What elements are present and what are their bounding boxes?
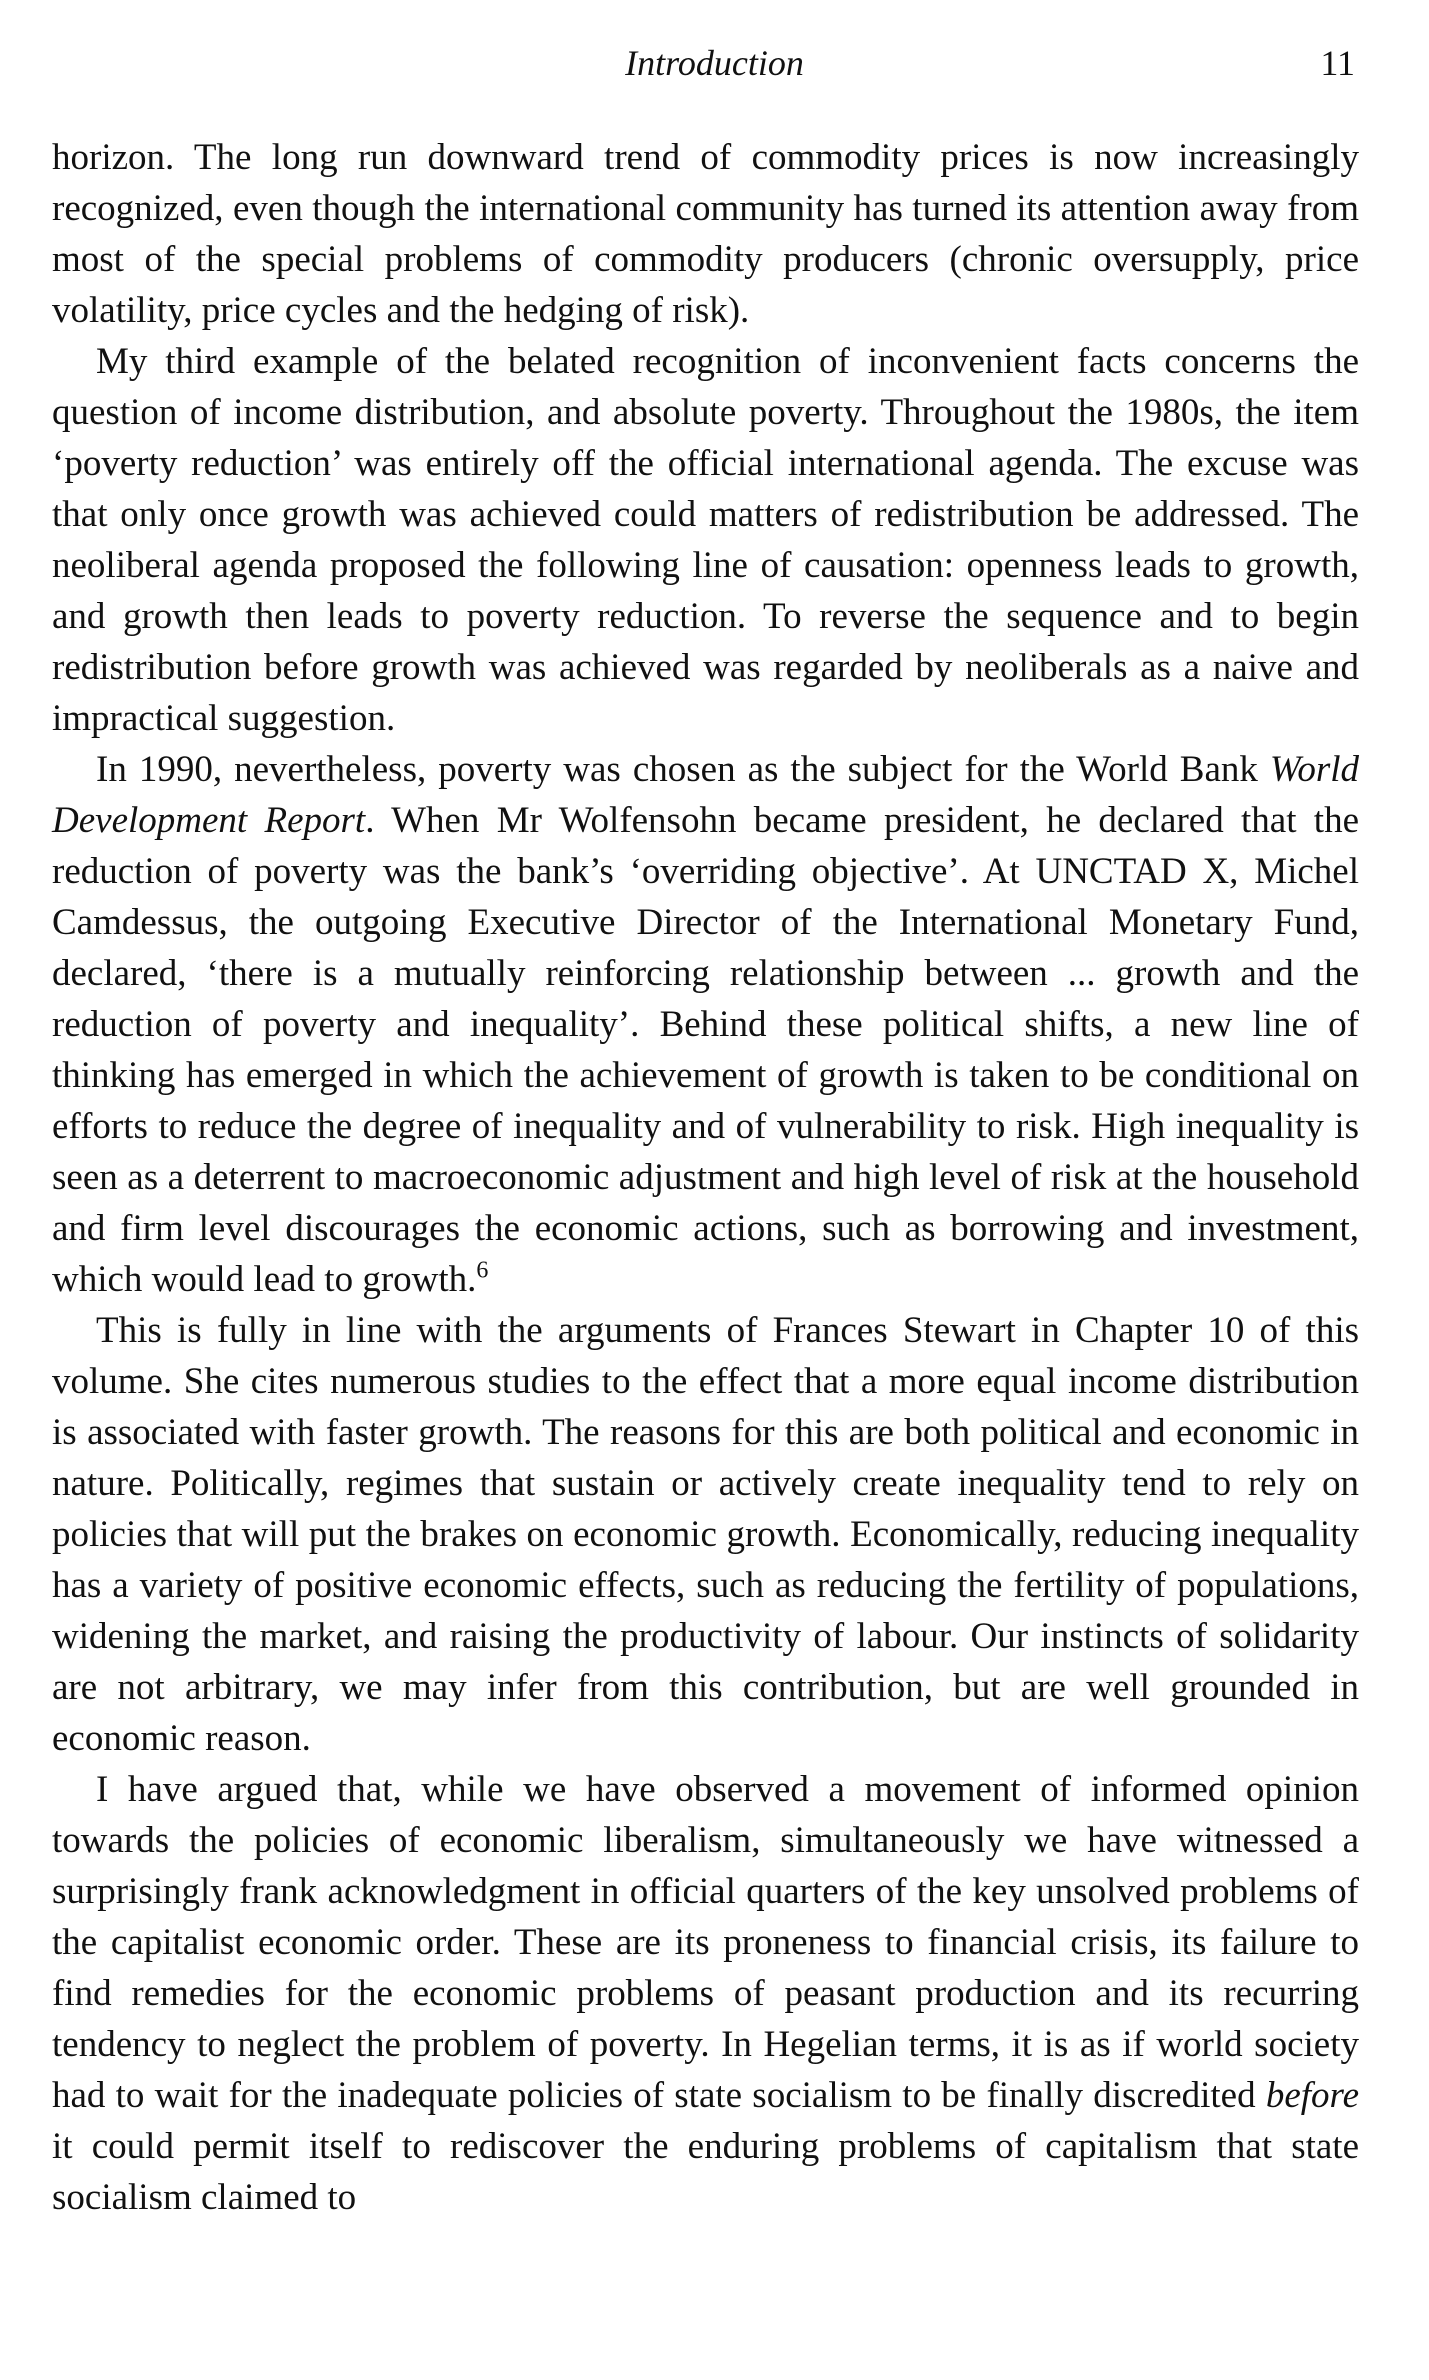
paragraph-3-text-b: . When Mr Wolfensohn became president, he declared that the reduction of poverty was the bank’s ‘overriding objective’. At UNCTAD X, Michel Camdessus, the outgoing Executive Director of the International Monetary Fund, declared, ‘there is a mutually reinforcing relationship between ... growth and the reduction of poverty and inequality’. Behind these political shifts, a new line of thinking has emerged in which the achievement of growth is taken to be conditional on efforts to reduce the degree of inequality and of vulnerability to risk. High inequality is seen as a deterrent to macroeconomic adjustment and high level of risk at the household and firm level discourages the economic actions, such as borrowing and investment, which would lead to growth. bbox=[52, 800, 1359, 1300]
paragraph-3-text-a: In 1990, nevertheless, poverty was chosen as the subject for the World Bank bbox=[96, 749, 1270, 790]
paragraph-1: horizon. The long run downward trend of commodity prices is now increasingly recognized, even though the international community has turned its attention away from most of the special problems of commodity producers (chronic oversupply, price volatility, price cycles and the hedging of risk). bbox=[52, 137, 1359, 331]
paragraph-5-text-a: I have argued that, while we have observed a movement of informed opinion towards the policies of economic liberalism, simultaneously we have witnessed a surprisingly frank acknowledgment in official quarters of the key unsolved problems of the capitalist economic order. These are its proneness to financial crisis, its failure to find remedies for the economic problems of peasant production and its recurring tendency to neglect the problem of poverty. In Hegelian terms, it is as if world society had to wait for the inadequate policies of state socialism to be finally discredited bbox=[52, 1769, 1359, 2116]
page-number: 11 bbox=[1320, 43, 1355, 83]
paragraph-5 bbox=[52, 1764, 1359, 2223]
paragraph-3 bbox=[52, 744, 1359, 1305]
paragraph-4: This is fully in line with the arguments of Frances Stewart in Chapter 10 of this volume. She cites numerous studies to the effect that a more equal income distribution is associated with faster growth. The reasons for this are both political and economic in nature. Politically, regimes that sustain or actively create inequality tend to rely on policies that will put the brakes on economic growth. Economically, reducing inequality has a variety of positive economic effects, such as reducing the fertility of populations, widening the market, and raising the productivity of labour. Our instincts of solidarity are not arbitrary, we may infer from this contribution, but are well grounded in economic reason. bbox=[52, 1310, 1359, 1759]
body-text bbox=[52, 132, 1359, 2223]
running-head: Introduction bbox=[625, 43, 804, 83]
page-header bbox=[0, 38, 1429, 88]
paragraph-5-text-b: it could permit itself to rediscover the enduring problems of capitalism that state socialism claimed to bbox=[52, 2126, 1359, 2218]
emphasis-before: before bbox=[1265, 2075, 1359, 2116]
footnote-marker: 6 bbox=[476, 1257, 489, 1284]
paragraph-2: My third example of the belated recognition of inconvenient facts concerns the question of income distribution, and absolute poverty. Throughout the 1980s, the item ‘poverty reduction’ was entirely off the official international agenda. The excuse was that only once growth was achieved could matters of redistribution be addressed. The neoliberal agenda proposed the following line of causation: openness leads to growth, and growth then leads to poverty reduction. To reverse the sequence and to begin redistribution before growth was achieved was regarded by neoliberals as a naive and impractical suggestion. bbox=[52, 341, 1359, 739]
report-title: World Development Report bbox=[52, 749, 1359, 841]
